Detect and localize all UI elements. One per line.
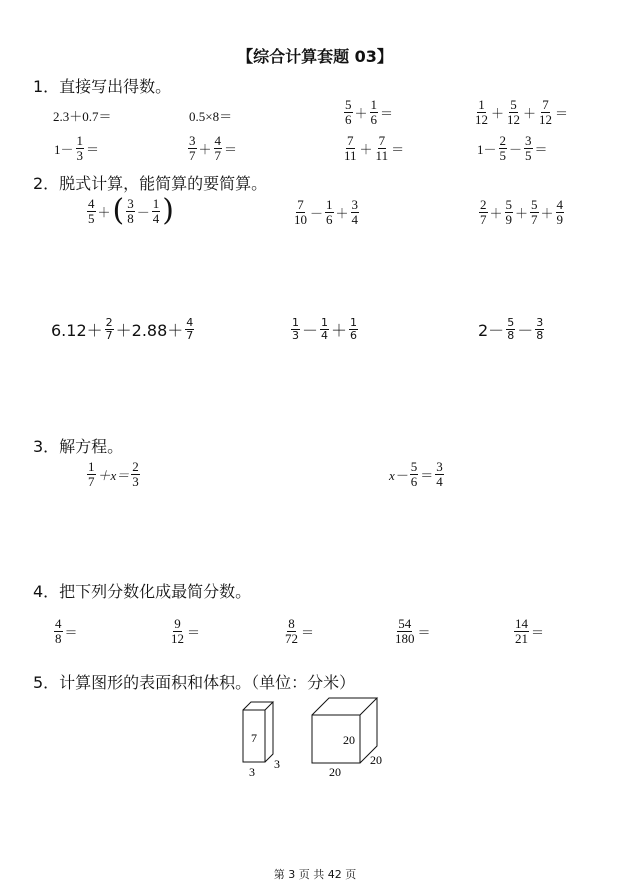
s1-problem-3: $\frac{5}{6}$ ＋ $\frac{1}{6}$ ＝ (345, 97, 394, 127)
s1-problem-1 (53, 106, 112, 125)
s1-problem-2 (189, 106, 232, 125)
s1-p1-text: 2.3＋0.7＝ (53, 109, 112, 124)
cube-front-label: 20 (343, 733, 355, 747)
fraction: $\frac{7}{10}$ (294, 197, 307, 227)
fraction: $\frac{5}{6}$ (410, 459, 418, 489)
fraction: $\frac{8}{72}$ (285, 616, 298, 646)
prism-depth-label: 3 (274, 757, 280, 771)
page-footer: 第 3 页 共 42 页 (273, 868, 357, 881)
fraction: $\frac{54}{180}$ (395, 616, 415, 646)
prism-top-face (243, 702, 273, 710)
s1-problem-6: $\frac{3}{7}$ ＋ $\frac{4}{7}$ ＝ (189, 133, 238, 163)
fraction: $\frac{2}{7}$ (480, 197, 487, 227)
section-1-heading: 1．直接写出得数。 (33, 77, 172, 96)
fraction: $\frac{3}{4}$ (436, 459, 443, 489)
s4-problem-4: $\frac{54}{180}$ ＝ (395, 616, 431, 646)
prism-width-label: 3 (249, 765, 255, 779)
fraction: $\frac{1}{6}$ (370, 97, 378, 127)
s1-problem-7: $\frac{7}{11}$ ＋ $\frac{7}{11}$ ＝ (344, 133, 405, 163)
rectangular-prism (243, 702, 273, 762)
fraction: $\frac{5}{9}$ (505, 197, 513, 227)
fraction: $\frac{5}{12}$ (507, 97, 521, 127)
fraction: $\frac{9}{12}$ (171, 616, 184, 646)
fraction: $\frac{3}{8}$ (127, 195, 134, 226)
prism-side-face (265, 702, 273, 762)
fraction: $\frac{3}{4}$ (351, 197, 359, 227)
fraction: $\frac{1}{4}$ (321, 316, 329, 342)
fraction: $\frac{2}{7}$ (105, 316, 113, 342)
fraction: $\frac{7}{11}$ (344, 133, 357, 163)
s2-problem-1: $\frac{4}{5}$ ＋ ( $\frac{3}{8}$ － $\frac{1}{4}$ ) (88, 193, 174, 228)
right-paren: ) (162, 193, 174, 228)
fraction: $\frac{7}{11}$ (375, 133, 389, 163)
fraction: $\frac{7}{12}$ (539, 97, 553, 127)
fraction: $\frac{2}{5}$ (499, 133, 507, 163)
s1-problem-8: 1－ $\frac{2}{5}$ － $\frac{3}{5}$ ＝ (477, 133, 548, 163)
fraction: $\frac{4}{5}$ (88, 195, 95, 226)
fraction: $\frac{1}{6}$ (326, 197, 333, 227)
fraction: $\frac{2}{3}$ (132, 459, 139, 489)
s1-problem-5: 1－ $\frac{1}{3}$ ＝ (54, 133, 100, 163)
s2-problem-5: $\frac{1}{3}$ － $\frac{1}{4}$ ＋ $\frac{1}{6}$ (292, 316, 358, 342)
section-4-heading: 4．把下列分数化成最简分数。 (33, 582, 252, 601)
fraction: $\frac{3}{7}$ (189, 133, 196, 163)
solids-figure (230, 690, 400, 785)
s1-p2-text: 0.5×8＝ (189, 109, 233, 124)
fraction: $\frac{4}{7}$ (186, 316, 194, 342)
fraction: $\frac{1}{6}$ (350, 316, 358, 342)
fraction: $\frac{1}{3}$ (292, 316, 299, 342)
fraction: $\frac{4}{9}$ (556, 197, 564, 227)
s3-equation-2: x－ $\frac{5}{6}$ ＝ $\frac{3}{4}$ (389, 459, 443, 489)
s2-problem-4: 6.12＋ $\frac{2}{7}$ ＋2.88＋ $\frac{4}{7}$ (51, 316, 194, 342)
fraction: $\frac{1}{4}$ (152, 195, 160, 226)
section-3-heading: 3．解方程。 (33, 437, 124, 456)
fraction: $\frac{1}{7}$ (88, 459, 95, 489)
s2-problem-6: 2－ $\frac{5}{8}$ － $\frac{3}{8}$ (478, 316, 544, 342)
fraction: $\frac{3}{8}$ (536, 316, 544, 342)
fraction: $\frac{5}{7}$ (531, 197, 538, 227)
fraction: $\frac{3}{5}$ (525, 133, 532, 163)
s4-problem-5: $\frac{14}{21}$ ＝ (515, 616, 545, 646)
cube-bottom-label: 20 (329, 765, 341, 779)
fraction: $\frac{4}{7}$ (214, 133, 222, 163)
cube-top-face (312, 698, 377, 715)
fraction: $\frac{4}{8}$ (55, 616, 62, 646)
left-paren: ( (112, 193, 125, 228)
cube-side-label: 20 (370, 753, 382, 767)
fraction: $\frac{1}{12}$ (475, 97, 488, 127)
prism-height-label: 7 (251, 731, 257, 745)
s2-problem-3: $\frac{2}{7}$ ＋ $\frac{5}{9}$ ＋ $\frac{5}{7}$ ＋ $\frac{4}{9}$ (480, 197, 564, 227)
s4-problem-1: $\frac{4}{8}$ ＝ (55, 616, 78, 646)
fraction: $\frac{5}{8}$ (507, 316, 515, 342)
s3-equation-1: $\frac{1}{7}$ ＋x＝ $\frac{2}{3}$ (88, 459, 139, 489)
page-title: 【综合计算套题 03】 (237, 47, 393, 66)
fraction: $\frac{14}{21}$ (515, 616, 528, 646)
s4-problem-2: $\frac{9}{12}$ ＝ (171, 616, 201, 646)
cube (312, 698, 377, 763)
s4-problem-3: $\frac{8}{72}$ ＝ (285, 616, 315, 646)
fraction: $\frac{5}{6}$ (345, 97, 352, 127)
fraction: $\frac{1}{3}$ (76, 133, 84, 163)
section-5-heading: 5．计算图形的表面积和体积。（单位：分米） (33, 673, 356, 692)
s1-problem-4: $\frac{1}{12}$ ＋ $\frac{5}{12}$ ＋ $\frac{7}{12}$ ＝ (475, 97, 569, 127)
section-2-heading: 2．脱式计算，能简算的要简算。 (33, 174, 268, 193)
s2-problem-2: $\frac{7}{10}$ － $\frac{1}{6}$ ＋ $\frac{3}{4}$ (294, 197, 359, 227)
